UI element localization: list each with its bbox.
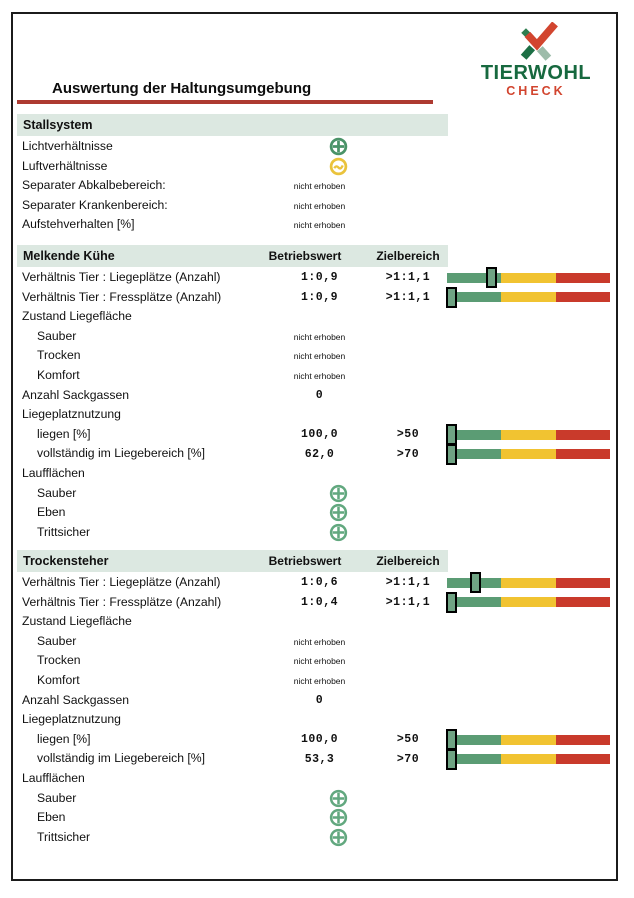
table-row	[17, 593, 622, 613]
row-label: Trocken	[37, 348, 81, 363]
rating-plus-green-icon	[327, 789, 349, 809]
row-label: Verhältnis Tier : Fressplätze (Anzahl)	[22, 594, 222, 609]
traffic-light-bar	[447, 730, 610, 750]
table-row	[17, 789, 622, 809]
logo-wordmark: TIERWOHL	[480, 62, 592, 84]
not-collected-value: nicht erhoben	[293, 331, 346, 342]
not-collected-value: nicht erhoben	[293, 636, 346, 647]
rating-plus-green-icon	[327, 503, 349, 523]
traffic-light-bar	[447, 425, 610, 445]
rating-plus-green-icon	[327, 137, 349, 157]
column-header-zielbereich: Zielbereich	[376, 554, 440, 568]
bar-marker	[446, 287, 457, 308]
table-row	[17, 671, 622, 691]
row-label: liegen [%]	[37, 426, 91, 441]
tierwohl-check-logo	[468, 22, 604, 98]
section-header-stallsystem	[17, 114, 448, 136]
table-row	[17, 386, 622, 406]
row-label: Sauber	[37, 790, 77, 805]
table-row	[17, 366, 622, 386]
not-collected-value: nicht erhoben	[293, 656, 346, 667]
zielbereich-value: >50	[396, 733, 420, 747]
bar-marker	[470, 572, 481, 593]
page-title: Auswertung der Haltungsumgebung	[52, 80, 312, 97]
row-label: Anzahl Sackgassen	[22, 387, 130, 402]
bar-marker	[446, 729, 457, 750]
zielbereich-value: >1:1,1	[385, 271, 431, 285]
table-row	[17, 346, 622, 366]
table-row	[17, 137, 622, 157]
row-label: Verhältnis Tier : Liegeplätze (Anzahl)	[22, 575, 221, 589]
table-row	[17, 573, 622, 593]
rating-plus-green-icon	[327, 828, 349, 848]
not-collected-value: nicht erhoben	[293, 220, 346, 231]
table-row	[17, 425, 622, 445]
section-header-trockensteher	[17, 550, 448, 572]
not-collected-value: nicht erhoben	[293, 200, 346, 211]
bar-marker	[446, 592, 457, 613]
betriebswert-value: 1:0,9	[300, 290, 338, 304]
row-label: Luftverhältnisse	[22, 158, 108, 173]
traffic-light-bar	[447, 268, 610, 288]
betriebswert-value: 1:0,9	[300, 271, 338, 285]
betriebswert-value: 53,3	[304, 752, 335, 766]
row-label: Verhältnis Tier : Fressplätze (Anzahl)	[22, 289, 222, 304]
table-row	[17, 730, 622, 750]
traffic-light-bar	[447, 288, 610, 308]
zielbereich-value: >1:1,1	[385, 576, 431, 590]
table-row	[17, 288, 622, 308]
bar-marker	[446, 749, 457, 770]
table-row	[17, 632, 622, 652]
table-row	[17, 307, 622, 327]
row-label: Liegeplatznutzung	[22, 712, 121, 727]
row-label: Trocken	[37, 653, 81, 668]
column-header-zielbereich: Zielbereich	[376, 249, 440, 263]
betriebswert-value: 62,0	[304, 447, 335, 461]
table-row	[17, 327, 622, 347]
betriebswert-value: 100,0	[300, 428, 338, 442]
row-label: Sauber	[37, 633, 77, 648]
not-collected-value: nicht erhoben	[293, 180, 346, 191]
row-label: Verhältnis Tier : Liegeplätze (Anzahl)	[22, 270, 221, 284]
zielbereich-value: >70	[396, 447, 420, 461]
logo-subtitle: CHECK	[506, 84, 566, 98]
row-label: Trittsicher	[37, 524, 91, 539]
section-title: Stallsystem	[23, 118, 93, 132]
table-row	[17, 268, 622, 288]
title-rule	[17, 100, 433, 104]
row-label: Anzahl Sackgassen	[22, 692, 130, 707]
table-row	[17, 196, 622, 216]
rating-plus-green-icon	[327, 808, 349, 828]
betriebswert-value: 1:0,4	[300, 595, 338, 609]
row-label: Laufflächen	[22, 770, 85, 785]
section-rows-stallsystem	[17, 137, 622, 235]
row-label: vollständig im Liegebereich [%]	[37, 751, 206, 766]
rating-plus-green-icon	[327, 484, 349, 504]
section-rows-trockensteher	[17, 573, 622, 847]
not-collected-value: nicht erhoben	[293, 351, 346, 362]
table-row	[17, 828, 622, 848]
bar-marker	[446, 424, 457, 445]
row-label: Komfort	[37, 367, 80, 382]
table-row	[17, 691, 622, 711]
row-label: Sauber	[37, 328, 77, 343]
row-label: Separater Abkalbebereich:	[22, 178, 166, 193]
row-label: Separater Krankenbereich:	[22, 197, 168, 212]
table-row	[17, 503, 622, 523]
not-collected-value: nicht erhoben	[293, 675, 346, 686]
rating-plus-green-icon	[327, 523, 349, 543]
zielbereich-value: >1:1,1	[385, 290, 431, 304]
zielbereich-value: >1:1,1	[385, 595, 431, 609]
table-row	[17, 710, 622, 730]
row-label: Eben	[37, 505, 66, 520]
row-label: Lichtverhältnisse	[22, 139, 113, 153]
row-label: Zustand Liegefläche	[22, 614, 132, 629]
table-row	[17, 523, 622, 543]
logo-x-check-icon	[513, 22, 559, 62]
row-label: Liegeplatznutzung	[22, 407, 121, 422]
betriebswert-value: 0	[315, 388, 324, 402]
rating-neutral-yellow-icon	[327, 157, 349, 177]
row-label: Laufflächen	[22, 465, 85, 480]
traffic-light-bar	[447, 444, 610, 464]
table-row	[17, 176, 622, 196]
column-header-betriebswert: Betriebswert	[268, 554, 342, 568]
section-rows-melkende-kuehe	[17, 268, 622, 542]
row-label: liegen [%]	[37, 731, 91, 746]
table-row	[17, 215, 622, 235]
row-label: Sauber	[37, 485, 77, 500]
table-row	[17, 464, 622, 484]
not-collected-value: nicht erhoben	[293, 370, 346, 381]
traffic-light-bar	[447, 749, 610, 769]
row-label: Eben	[37, 810, 66, 825]
table-row	[17, 808, 622, 828]
column-header-betriebswert: Betriebswert	[268, 249, 342, 263]
row-label: Aufstehverhalten [%]	[22, 217, 135, 232]
row-label: vollständig im Liegebereich [%]	[37, 446, 206, 461]
table-row	[17, 769, 622, 789]
zielbereich-value: >50	[396, 428, 420, 442]
table-row	[17, 444, 622, 464]
table-row	[17, 405, 622, 425]
traffic-light-bar	[447, 573, 610, 593]
betriebswert-value: 100,0	[300, 733, 338, 747]
table-row	[17, 612, 622, 632]
zielbereich-value: >70	[396, 752, 420, 766]
betriebswert-value: 1:0,6	[300, 576, 338, 590]
betriebswert-value: 0	[315, 693, 324, 707]
section-title: Melkende Kühe	[23, 249, 115, 263]
row-label: Komfort	[37, 672, 80, 687]
table-row	[17, 749, 622, 769]
row-label: Zustand Liegefläche	[22, 309, 132, 324]
traffic-light-bar	[447, 593, 610, 613]
row-label: Trittsicher	[37, 829, 91, 844]
bar-marker	[486, 267, 497, 288]
table-row	[17, 651, 622, 671]
table-row	[17, 484, 622, 504]
table-row	[17, 157, 622, 177]
section-header-melkende-kuehe	[17, 245, 448, 267]
section-title: Trockensteher	[23, 554, 109, 568]
bar-marker	[446, 444, 457, 465]
